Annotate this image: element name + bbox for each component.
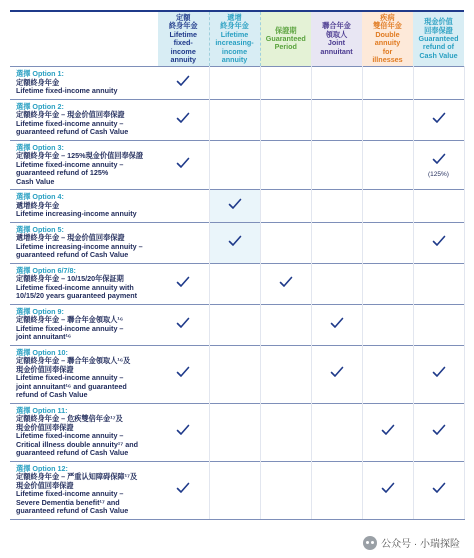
checkmark-icon	[228, 235, 242, 247]
feature-cell	[158, 345, 209, 403]
feature-cell	[311, 304, 362, 345]
feature-cell	[158, 67, 209, 100]
option-description-line: 定額終身年金 – 聯合年金領取人¹⁶及	[16, 356, 131, 366]
option-description-line: 定額終身年金 – 125%現金价值回奉保證	[16, 151, 144, 161]
feature-cell	[311, 99, 362, 140]
option-row	[10, 99, 464, 140]
checkmark-icon	[176, 112, 190, 124]
header-joint-annuitant	[311, 11, 362, 67]
header-increasing-income	[209, 11, 260, 67]
feature-cell	[158, 461, 209, 519]
header-line: 領取人	[325, 29, 348, 39]
feature-cell	[413, 403, 464, 461]
header-line: annuity	[374, 38, 401, 48]
feature-cell	[413, 67, 464, 100]
checkmark-icon	[432, 482, 446, 494]
feature-cell	[158, 304, 209, 345]
watermark-text: 公众号 · 小瑞探险	[381, 539, 460, 550]
option-description-line: Severe Dementia benefit¹⁷ and	[16, 497, 120, 507]
option-description-line: 定額終身年金	[16, 77, 60, 87]
checkmark-icon	[432, 424, 446, 436]
option-row	[10, 345, 464, 403]
header-line: 回奉保證	[424, 25, 453, 35]
feature-cell	[362, 263, 413, 304]
feature-cell	[260, 190, 311, 223]
option-description-line: Critical illness double annuity¹⁷ and	[16, 439, 138, 449]
header-guaranteed-period	[260, 11, 311, 67]
option-description-line: 現金价值回奉保證	[16, 480, 74, 490]
feature-cell	[209, 222, 260, 263]
feature-cell	[158, 99, 209, 140]
option-description-line: guaranteed refund of Cash Value	[16, 506, 129, 516]
header-line: illnesses	[372, 55, 403, 65]
header-line: Joint	[327, 38, 346, 48]
feature-cell	[260, 140, 311, 190]
option-label	[10, 99, 158, 140]
header-double-annuity	[362, 11, 413, 67]
watermark	[359, 533, 464, 552]
feature-cell	[158, 263, 209, 304]
header-line: 雙倍年金	[373, 21, 402, 31]
option-description-line: guaranteed refund of Cash Value	[16, 448, 129, 458]
header-line: Cash Value	[419, 50, 458, 60]
option-description-line: guaranteed refund of Cash Value	[16, 250, 129, 260]
header-line: Double	[375, 29, 400, 39]
feature-cell	[311, 190, 362, 223]
option-row	[10, 403, 464, 461]
option-description-line: joint annuitant¹⁶ and guaranteed	[16, 381, 127, 391]
option-heading: 選擇 Option 1:	[16, 69, 64, 79]
option-description-line: Lifetime fixed-income annuity –	[16, 431, 124, 441]
option-label	[10, 403, 158, 461]
checkmark-icon	[176, 366, 190, 378]
option-description-line: Lifetime fixed-income annuity –	[16, 159, 124, 169]
option-label	[10, 461, 158, 519]
feature-cell	[158, 222, 209, 263]
option-heading: 選擇 Option 10:	[16, 347, 68, 357]
option-description-line: 定額終身年金 – 聯合年金領取人¹⁶	[16, 315, 124, 325]
option-description-line: Lifetime fixed-income annuity –	[16, 489, 124, 499]
header-line: 終身年金	[220, 21, 249, 31]
feature-cell	[362, 222, 413, 263]
feature-cell	[413, 345, 464, 403]
feature-cell	[209, 99, 260, 140]
option-label	[10, 190, 158, 223]
header-line: 保證期	[274, 25, 297, 35]
checkmark-icon	[432, 153, 446, 165]
option-label	[10, 263, 158, 304]
feature-cell	[209, 190, 260, 223]
option-description-line: 現金价值回奉保證	[16, 422, 74, 432]
header-row	[10, 11, 464, 67]
option-description-line: 定額終身年金 – 危疾雙倍年金¹⁷及	[16, 414, 123, 424]
feature-cell	[260, 403, 311, 461]
feature-cell	[362, 461, 413, 519]
feature-cell	[260, 99, 311, 140]
option-row	[10, 304, 464, 345]
wechat-icon	[363, 536, 377, 550]
option-description-line: joint annuitant¹⁶	[16, 332, 72, 342]
feature-cell	[311, 140, 362, 190]
option-description-line: Lifetime fixed-income annuity with	[16, 282, 134, 292]
feature-cell	[311, 461, 362, 519]
option-row	[10, 190, 464, 223]
header-line: 遞增	[227, 13, 242, 22]
option-row	[10, 222, 464, 263]
header-line: Guaranteed	[265, 34, 306, 44]
feature-cell	[158, 140, 209, 190]
header-line: annuity	[170, 55, 197, 65]
header-line: 定額	[176, 13, 191, 22]
option-heading: 選擇 Option 3:	[16, 142, 64, 152]
header-corner	[10, 11, 158, 67]
feature-cell	[413, 461, 464, 519]
checkmark-icon	[381, 424, 395, 436]
feature-cell	[260, 67, 311, 100]
checkmark-icon	[279, 276, 293, 288]
option-description-line: Lifetime fixed-income annuity –	[16, 373, 124, 383]
option-description-line: 定額終身年金 – 严重认知障碍保障¹⁷及	[16, 472, 138, 482]
header-line: 現金价值	[424, 17, 453, 27]
feature-cell	[362, 99, 413, 140]
feature-cell	[311, 67, 362, 100]
header-line: Lifetime	[220, 29, 249, 39]
header-refund-cash-value	[413, 11, 464, 67]
header-line: refund of	[422, 42, 455, 52]
checkmark-icon	[432, 112, 446, 124]
header-line: annuitant	[320, 46, 353, 56]
feature-cell	[413, 190, 464, 223]
feature-cell	[311, 345, 362, 403]
feature-cell	[362, 304, 413, 345]
feature-cell	[260, 263, 311, 304]
feature-cell	[413, 222, 464, 263]
header-line: income	[170, 46, 196, 56]
header-line: income	[221, 46, 248, 56]
feature-cell	[209, 67, 260, 100]
checkmark-icon	[432, 235, 446, 247]
feature-cell	[158, 403, 209, 461]
feature-cell	[158, 190, 209, 223]
option-description-line: 遞增終身年金 – 現金价值回奉保證	[16, 233, 125, 243]
checkmark-icon	[176, 424, 190, 436]
checkmark-icon	[381, 482, 395, 494]
feature-cell	[413, 99, 464, 140]
feature-cell	[362, 140, 413, 190]
option-description-line: 定額終身年金 – 10/15/20年保証期	[16, 274, 124, 284]
option-heading: 選擇 Option 9:	[16, 306, 64, 316]
header-line: Period	[274, 42, 297, 52]
header-line: for	[382, 46, 393, 56]
checkmark-icon	[432, 366, 446, 378]
checkmark-icon	[176, 317, 190, 329]
feature-cell	[311, 263, 362, 304]
option-description-line: guaranteed refund of Cash Value	[16, 127, 129, 137]
option-label	[10, 67, 158, 100]
header-line: Guaranteed	[418, 34, 459, 44]
feature-cell	[362, 190, 413, 223]
option-description-line: refund of Cash Value	[16, 390, 88, 400]
header-line: annuity	[221, 55, 248, 65]
options-table	[10, 10, 465, 520]
checkmark-icon	[330, 366, 344, 378]
feature-cell	[362, 67, 413, 100]
option-label	[10, 345, 158, 403]
header-line: 聯合年金	[322, 21, 351, 31]
feature-cell	[209, 304, 260, 345]
option-description-line: Lifetime fixed-income annuity	[16, 86, 118, 96]
option-label	[10, 304, 158, 345]
option-row	[10, 140, 464, 190]
option-description-line: 遞增終身年金	[16, 200, 60, 210]
option-heading: 選擇 Option 2:	[16, 101, 64, 111]
option-row	[10, 67, 464, 100]
feature-cell	[362, 345, 413, 403]
feature-cell	[260, 345, 311, 403]
feature-cell	[209, 403, 260, 461]
checkmark-icon	[330, 317, 344, 329]
checkmark-icon	[176, 157, 190, 169]
feature-cell	[209, 263, 260, 304]
option-heading: 選擇 Option 4:	[16, 192, 64, 202]
header-line: 疾病	[380, 13, 395, 22]
feature-cell	[311, 222, 362, 263]
option-description-line: Lifetime increasing-income annuity –	[16, 241, 143, 251]
header-line: fixed-	[173, 38, 193, 48]
header-line: increasing-	[215, 38, 254, 48]
feature-cell	[260, 222, 311, 263]
option-description-line: Lifetime increasing-income annuity	[16, 209, 137, 219]
option-description-line: Lifetime fixed-income annuity –	[16, 118, 124, 128]
feature-cell	[260, 461, 311, 519]
feature-cell	[413, 263, 464, 304]
cell-note: (125%)	[428, 171, 449, 179]
option-description-line: guaranteed refund of 125%	[16, 168, 109, 178]
feature-cell	[362, 403, 413, 461]
checkmark-icon	[176, 75, 190, 87]
feature-cell	[260, 304, 311, 345]
option-heading: 選擇 Option 6/7/8:	[16, 265, 76, 275]
option-label	[10, 222, 158, 263]
option-heading: 選擇 Option 11:	[16, 405, 68, 415]
checkmark-icon	[176, 482, 190, 494]
header-line: Lifetime	[169, 29, 198, 39]
option-description-line: 定額終身年金 – 現金价值回奉保證	[16, 110, 125, 120]
option-description-line: 10/15/20 years guaranteed payment	[16, 291, 138, 301]
header-line: 終身年金	[168, 21, 198, 31]
option-description-line: Cash Value	[16, 176, 55, 186]
feature-cell	[413, 304, 464, 345]
checkmark-icon	[176, 276, 190, 288]
checkmark-icon	[228, 198, 242, 210]
option-row	[10, 263, 464, 304]
option-description-line: 現金价值回奉保證	[16, 364, 74, 374]
header-fixed-income	[158, 11, 209, 67]
option-row	[10, 461, 464, 519]
feature-cell	[209, 140, 260, 190]
option-heading: 選擇 Option 5:	[16, 224, 64, 234]
option-description-line: Lifetime fixed-income annuity –	[16, 323, 124, 333]
feature-cell	[209, 345, 260, 403]
feature-cell	[311, 403, 362, 461]
feature-cell	[209, 461, 260, 519]
option-heading: 選擇 Option 12:	[16, 463, 68, 473]
feature-cell	[413, 140, 464, 190]
option-label	[10, 140, 158, 190]
